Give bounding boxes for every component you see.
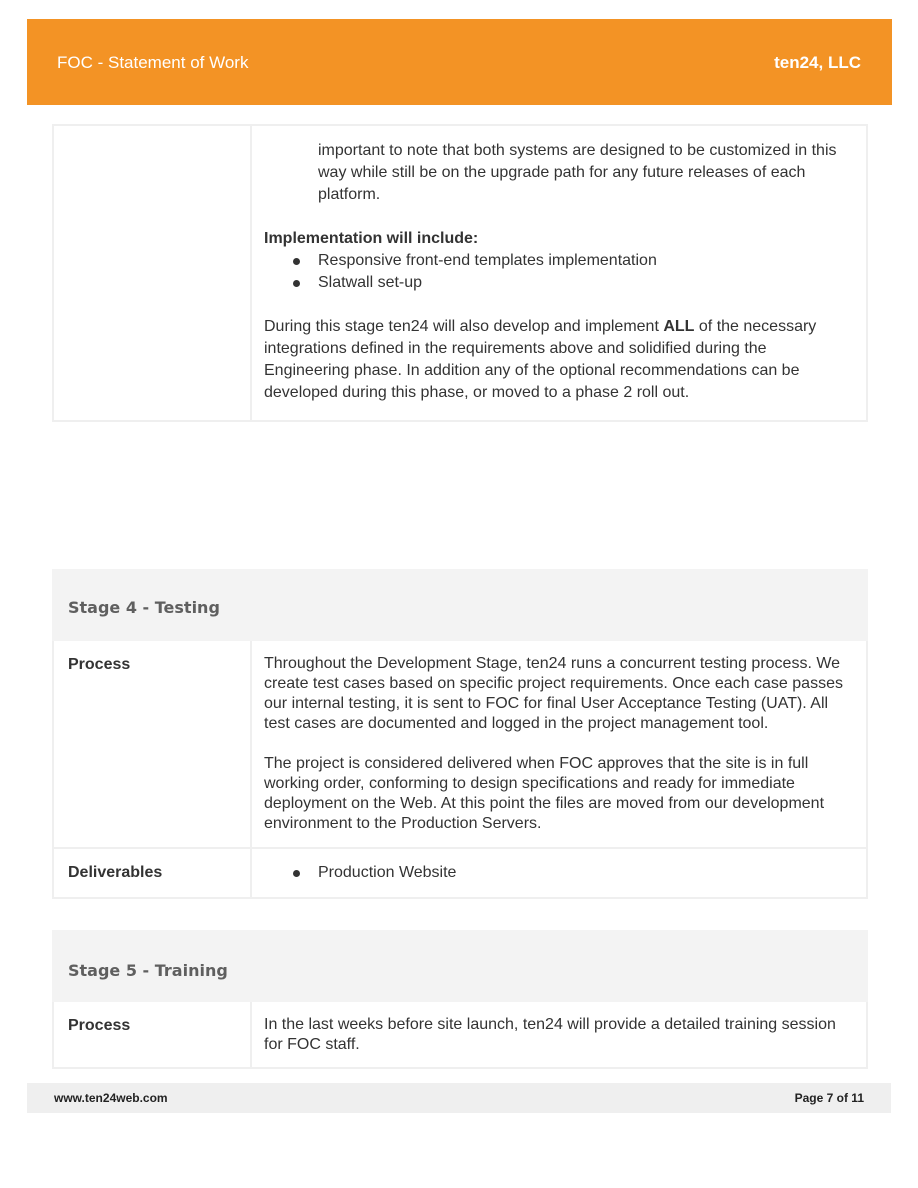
- stage4-heading: Stage 4 - Testing: [53, 570, 867, 640]
- list-item: Responsive front-end templates implementation: [264, 250, 854, 272]
- stage5-process-label: Process: [53, 1001, 251, 1068]
- implementation-content-cell: [251, 125, 867, 421]
- continued-intro-text: important to note that both systems are designed to be customized in this way while still be on the upgrade path for any future releases of each platform.: [318, 142, 837, 203]
- stage4-deliverables-label: Deliverables: [53, 848, 251, 898]
- table-row: [53, 640, 867, 848]
- stage4-process-paragraph-1: Throughout the Development Stage, ten24 runs a concurrent testing process. We create test cases based on specific project requirements. Once each case passes our internal testing, it is sent to FOC for final User Acceptance Testing (UAT). All test cases are documented and logged in the project management tool.: [264, 655, 843, 732]
- page-header: [27, 19, 892, 105]
- stage5-heading: Stage 5 - Training: [53, 931, 867, 1001]
- empty-label-cell: [53, 125, 251, 421]
- emphasis-all: ALL: [663, 318, 695, 335]
- implementation-continued-table: [52, 124, 868, 422]
- integrations-paragraph: During this stage ten24 will also develop and implement ALL of the necessary integrations defined in the requirements above and solidified during the Engineering phase. In addition any of the optional recommendations can be developed during this phase, or moved to a phase 2 roll out.: [264, 318, 817, 401]
- table-row: [53, 1001, 867, 1068]
- list-item: Production Website: [264, 862, 854, 884]
- deliverables-list: [264, 862, 854, 884]
- stage4-process-paragraph-2: The project is considered delivered when FOC approves that the site is in full working order, conforming to design specifications and ready for immediate deployment on the Web. At this point the files are moved from our development environment to the Production Servers.: [264, 755, 825, 832]
- table-row: [53, 931, 867, 1001]
- list-item: Slatwall set-up: [264, 272, 854, 294]
- stage4-process-label: Process: [53, 640, 251, 848]
- company-name: ten24, LLC: [774, 53, 861, 72]
- document-title: FOC - Statement of Work: [57, 53, 249, 72]
- stage5-table: [52, 930, 868, 1069]
- stage4-deliverables-content: [251, 848, 867, 898]
- stage4-table: [52, 569, 868, 899]
- table-row: [53, 125, 867, 421]
- implementation-heading: Implementation will include:: [264, 230, 479, 247]
- page-number: Page 7 of 11: [794, 1091, 864, 1105]
- table-row: [53, 848, 867, 898]
- stage4-process-content: [251, 640, 867, 848]
- stage5-process-paragraph: In the last weeks before site launch, ten24 will provide a detailed training session for FOC staff.: [264, 1016, 836, 1053]
- table-row: [53, 570, 867, 640]
- page-footer: [27, 1083, 891, 1113]
- implementation-list: [264, 250, 854, 294]
- footer-website: www.ten24web.com: [54, 1091, 168, 1105]
- stage5-process-content: [251, 1001, 867, 1068]
